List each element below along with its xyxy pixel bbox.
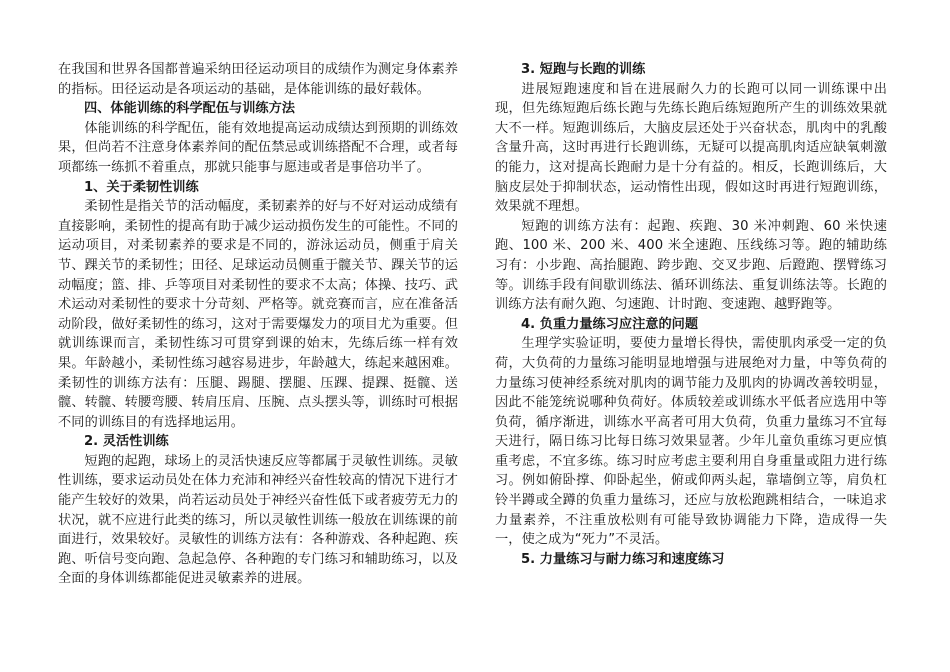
intro-paragraph: 在我国和世界各国都普遍采纳田径运动项目的成绩作为测定身体素养的指标。田径运动是各项运动的基础，是体能训练的最好载体。 xyxy=(58,62,458,97)
running-paragraph-1: 进展短跑速度和旨在进展耐久力的长跑可以同一训练课中出现，但先练短跑后练长跑与先练长跑后练短跑所产生的训练效果就大不一样。短跑训练后，大脑皮层还处于兴奋状态，肌肉中的乳酸含量升高，这时再进行长跑训练，无疑可以提高肌肉适应缺氧刺激的能力，这对提高长跑耐力是十分有益的。相反，长跑训练后，大脑皮层处于抑制状态，运动惰性出现，假如这时再进行短跑训练，效果就不理想。 xyxy=(495,81,887,215)
subheading-agility: 2. 灵活性训练 xyxy=(84,434,169,450)
section-heading-4: 四、体能训练的科学配伍与训练方法 xyxy=(84,101,295,117)
running-paragraph-2: 短跑的训练方法有：起跑、疾跑、30 米冲刺跑、60 米快速跑、100 米、200 米、400 米全速跑、压线练习等。跑的辅助练习有：小步跑、高抬腿跑、跨步跑、交叉步跑、后蹬跑、摆臂练习等。训练手段有间歇训练法、循环训练法、重复训练法等。长跑的训练方法有耐久跑、匀速跑、计时跑、变速跑、越野跑等。 xyxy=(495,218,887,313)
agility-paragraph: 短跑的起跑，球场上的灵活快速反应等都属于灵敏性训练。灵敏性训练，要求运动员处在体力充沛和神经兴奋性较高的情况下进行才能产生较好的效果，尚若运动员处于神经兴奋性低下或者疲劳无力的状况，就不应进行此类的练习，所以灵敏性训练一般放在训练课的前面进行，效果较好。灵敏性的训练方法有：各种游戏、各种起跑、疾跑、听信号变向跑、急起急停、各种跑的专门练习和辅助练习，以及全面的身体训练都能促进灵敏素养的进展。 xyxy=(58,453,458,587)
subheading-weight-training: 4. 负重力量练习应注意的问题 xyxy=(521,316,699,332)
right-column xyxy=(495,60,887,569)
subheading-strength-endurance-speed: 5. 力量练习与耐力练习和速度练习 xyxy=(521,551,725,567)
flexibility-paragraph: 柔韧性是指关节的活动幅度，柔韧素养的好与不好对运动成绩有直接影响，柔韧性的提高有助于减少运动损伤发生的可能性。不同的运动项目，对柔韧素养的要求是不同的，游泳运动员，侧重于肩关节、踝关节的柔韧性；田径、足球运动员侧重于髋关节、踝关节的运动幅度；篮、排、乒等项目对柔韧性的要求不太高；体操、技巧、武术运动对柔韧性的要求十分苛刻、严格等。就竞赛而言，应在准备活动阶段，做好柔韧性的练习，这对于需要爆发力的项目尤为重要。但就训练课而言，柔韧性练习可贯穿到课的始末，先练后练一样有效果。年龄越小，柔韧性练习越容易进步，年龄越大，练起来越困难。柔韧性的训练方法有：压腿、踢腿、摆腿、压踝、提踝、挺髋、送髋、转髋、转腰弯腰、转肩压肩、压腕、点头摆头等，训练时可根据不同的训练目的有选择地运用。 xyxy=(58,199,458,430)
weight-training-paragraph: 生理学实验证明，要使力量增长得快，需使肌肉承受一定的负荷，大负荷的力量练习能明显地增强与进展绝对力量，中等负荷的力量练习使神经系统对肌肉的调节能力及肌肉的协调改善较明显，因此不能笼统说哪种负荷好。体质较差或训练水平低者应选用中等负荷，循序渐进，训练水平高者可用大负荷，负重力量练习不宜每天进行，隔日练习比每日练习效果显著。少年儿童负重练习更应慎重考虑，不宜多练。练习时应考虑主要利用自身重量或阻力进行练习。例如俯卧撑、仰卧起坐，俯或仰两头起，靠墙倒立等，肩负杠铃半蹲或全蹲的负重力量练习，还应与放松跑跳相结合，一味追求力量素养，不注重放松则有可能导致协调能力下降，造成得一失一，使之成为“死力”不灵活。 xyxy=(495,336,887,548)
section-4-paragraph: 体能训练的科学配伍，能有效地提高运动成绩达到预期的训练效果，但尚若不注意身体素养间的配伍禁忌或训练搭配不合理，或者每项都练一练抓不着重点，那就只能事与愿违或者是事倍功半了。 xyxy=(58,120,458,175)
left-column xyxy=(58,60,458,589)
subheading-running: 3. 短跑与长跑的训练 xyxy=(521,62,646,77)
subheading-flexibility: 1、关于柔韧性训练 xyxy=(84,179,199,195)
